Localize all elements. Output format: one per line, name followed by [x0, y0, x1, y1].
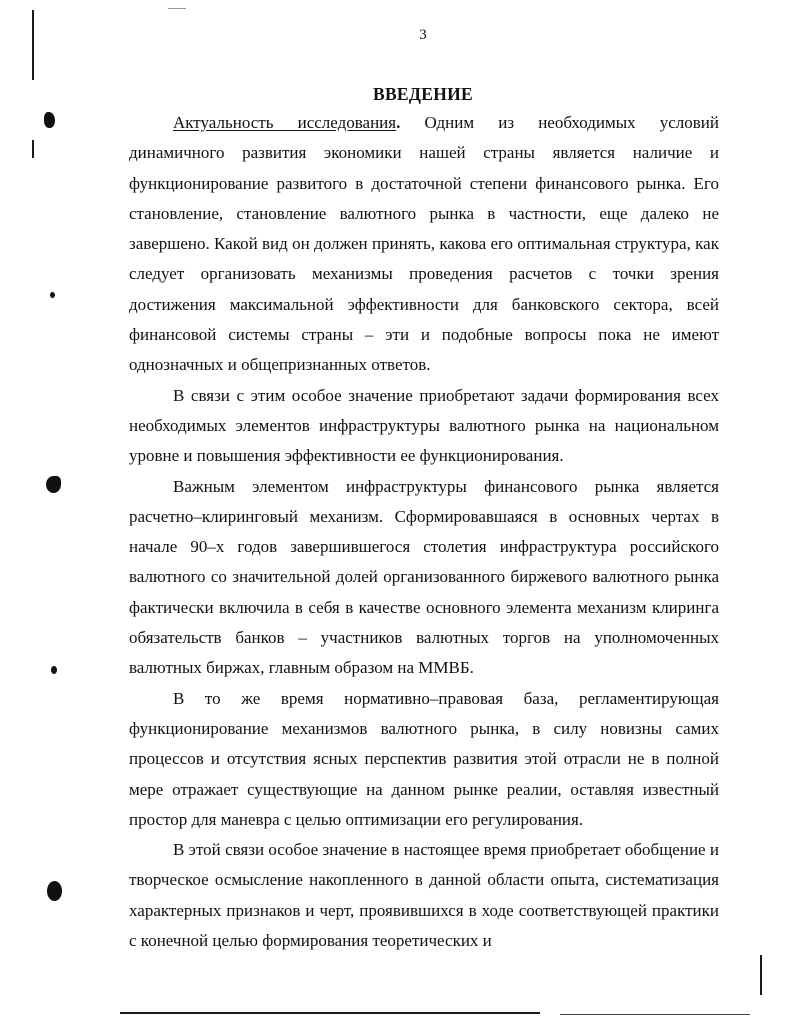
- scan-bottom-line: [120, 1012, 540, 1014]
- page-number: 3: [419, 27, 427, 43]
- paragraph-text: Одним из необходимых условий динамичного развития экономики нашей страны является наличие и функционирование развитого в достаточной степени финансового рынка. Его становление, становление валютного рынка в частности, еще далеко не завершено. Какой вид он должен принять, какова его оптимальная структура, как следует организовать механизмы проведения расчетов с точки зрения достижения максимальной эффективности для банковского сектора, всей финансовой системы страны – эти и подобные вопросы пока не имеют однозначных и общепризнанных ответов.: [129, 113, 720, 375]
- hole-punch-mark: [44, 112, 55, 128]
- paragraph-lead: Актуальность исследования: [173, 113, 397, 132]
- hole-punch-mark: [50, 292, 55, 298]
- document-body: [129, 108, 719, 956]
- scan-bottom-line-right: [560, 1014, 750, 1015]
- paragraph: Важным элементом инфраструктуры финансового рынка является расчетно–клиринговый механизм. Сформировавшаяся в основных чертах в начале 90–х годов завершившегося столетия инфраструктура российского валютного со значительной долей организованного биржевого валютного рынка фактически включила в себя в качестве основного элемента механизм клиринга обязательств банков – участников валютных торгов на уполномоченных валютных биржах, главным образом на ММВБ.: [129, 476, 719, 678]
- hole-punch-mark: [51, 666, 57, 674]
- scan-edge-line-left: [32, 10, 34, 80]
- paragraph: В то же время нормативно–правовая база, регламентирующая функционирование механизмов валютного рынка, в силу новизны самих процессов и отсутствия ясных перспектив развития этой отрасли не в полной мере отражает существующие на данном рынке реалии, оставляя известный простор для маневра с целью оптимизации его регулирования.: [129, 688, 719, 829]
- scan-edge-line-right: [760, 955, 762, 995]
- paragraph: В этой связи особое значение в настоящее время приобретает обобщение и творческое осмысление накопленного в данной области опыта, систематизация характерных признаков и черт, проявившихся в ходе соответствующей практики с конечной целью формирования теоретических и: [129, 840, 719, 951]
- scan-edge-line-left-lower: [32, 140, 34, 158]
- scan-top-dash: [168, 8, 186, 9]
- hole-punch-mark: [46, 476, 61, 493]
- hole-punch-mark: [47, 881, 62, 901]
- paragraph: [129, 108, 719, 381]
- paragraph-lead-mark: .: [396, 113, 401, 132]
- page-title: ВВЕДЕНИЕ: [372, 84, 474, 104]
- paragraph: В связи с этим особое значение приобретают задачи формирования всех необходимых элементов инфраструктуры валютного рынка на национальном уровне и повышения эффективности ее функционирования.: [129, 385, 719, 466]
